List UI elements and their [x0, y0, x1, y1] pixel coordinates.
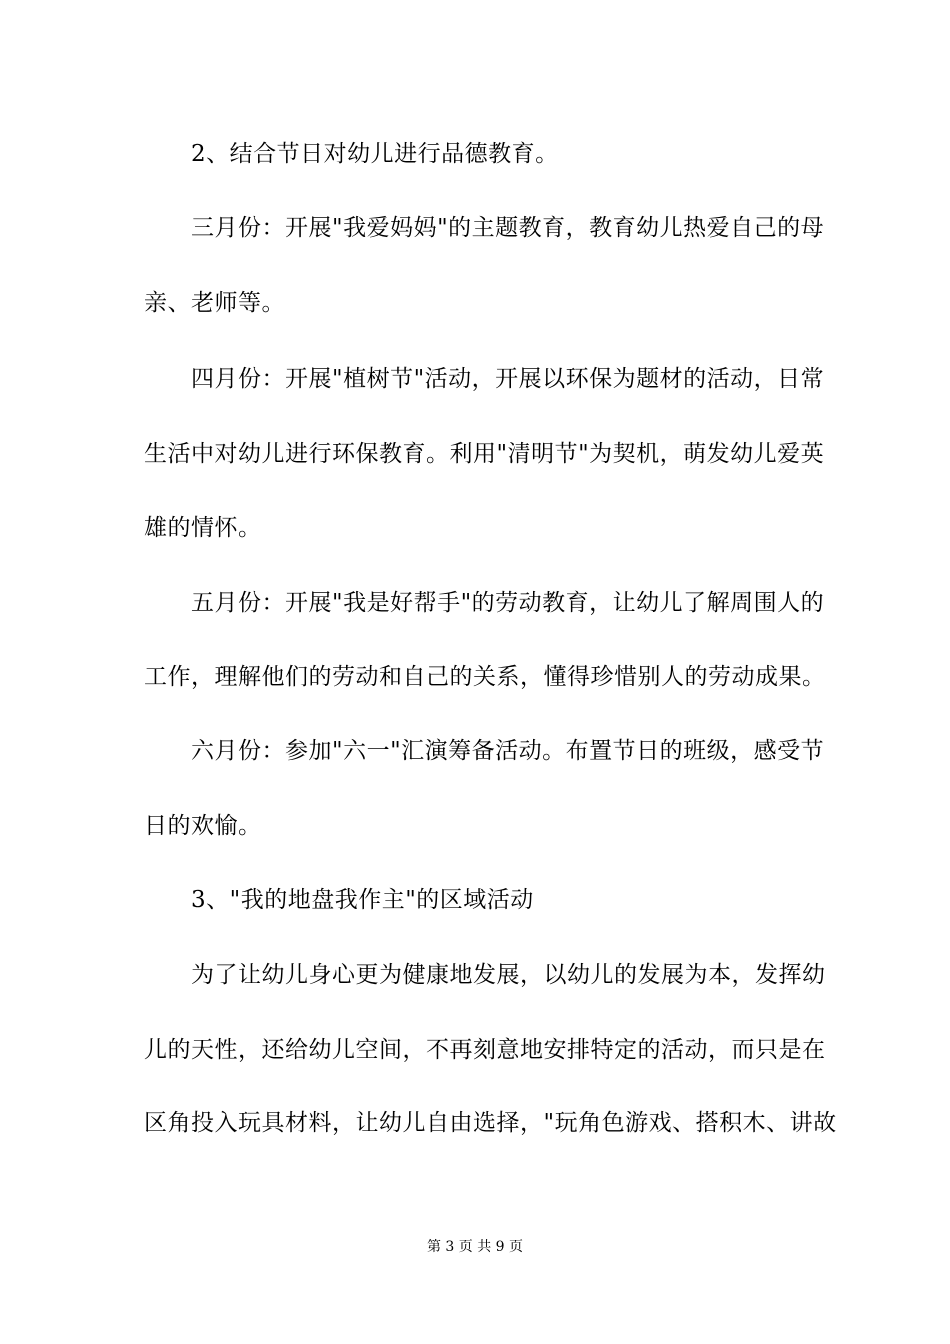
paragraph-line: 六月份：参加"六一"汇演筹备活动。布置节日的班级，感受节 — [191, 738, 825, 764]
paragraph-line: 生活中对幼儿进行环保教育。利用"清明节"为契机，萌发幼儿爱英 — [144, 441, 825, 467]
heading-area-activity: 3、"我的地盘我作主"的区域活动 — [191, 887, 534, 913]
paragraph-line: 雄的情怀。 — [144, 515, 262, 541]
paragraph-line: 工作，理解他们的劳动和自己的关系，懂得珍惜别人的劳动成果。 — [144, 664, 826, 690]
paragraph-line: 五月份：开展"我是好帮手"的劳动教育，让幼儿了解周围人的 — [191, 590, 825, 616]
paragraph-line: 为了让幼儿身心更为健康地发展，以幼儿的发展为本，发挥幼 — [191, 962, 826, 988]
paragraph-line: 亲、老师等。 — [144, 290, 285, 316]
heading-festival-education: 2、结合节日对幼儿进行品德教育。 — [191, 141, 559, 167]
page-number-footer: 第 3 页 共 9 页 — [426, 1239, 524, 1255]
paragraph-line: 三月份：开展"我爱妈妈"的主题教育，教育幼儿热爱自己的母 — [191, 215, 825, 241]
paragraph-line: 日的欢愉。 — [144, 813, 262, 839]
paragraph-line: 四月份：开展"植树节"活动，开展以环保为题材的活动，日常 — [191, 366, 825, 392]
paragraph-line: 儿的天性，还给幼儿空间，不再刻意地安排特定的活动，而只是在 — [144, 1037, 826, 1063]
paragraph-line: 区角投入玩具材料，让幼儿自由选择，"玩角色游戏、搭积木、讲故 — [144, 1110, 837, 1136]
